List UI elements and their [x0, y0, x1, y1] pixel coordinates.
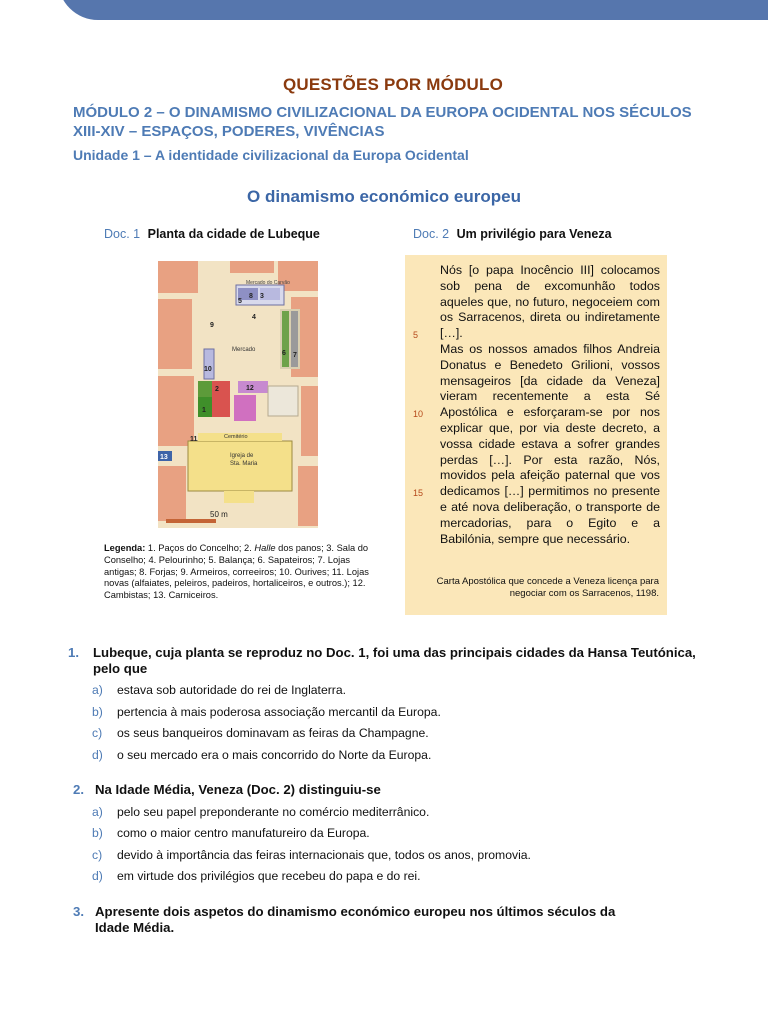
- option-c[interactable]: [73, 848, 703, 870]
- doc2-number: Doc. 2: [413, 227, 450, 241]
- legend-halle: Halle: [254, 543, 276, 553]
- lubeck-city-map: [158, 261, 318, 528]
- map-num-8: 8: [249, 293, 253, 300]
- doc1-name: Planta da cidade de Lubeque: [147, 227, 320, 241]
- question-text: Na Idade Média, Veneza (Doc. 2) distinguiu-se: [95, 782, 381, 797]
- doc2-source: Carta Apostólica que concede a Veneza licença para negociar com os Sarracenos, 1198.: [436, 576, 659, 599]
- option-text: pertencia à mais poderosa associação mercantil da Europa.: [117, 704, 441, 719]
- page-header: [73, 75, 713, 163]
- map-num-11: 11: [190, 436, 198, 443]
- map-market-label: Mercado: [232, 347, 256, 353]
- option-d[interactable]: [68, 748, 698, 770]
- question-text: Apresente dois aspetos do dinamismo económico europeu nos últimos séculos da Idade Média.: [95, 904, 616, 935]
- map-church-label-2: Sta. Maria: [230, 461, 258, 467]
- option-letter: b): [92, 704, 103, 719]
- map-scale-label: 50 m: [210, 510, 228, 519]
- question-1: [68, 645, 698, 769]
- option-c[interactable]: [68, 726, 698, 748]
- map-drawing: [158, 261, 318, 528]
- option-letter: d): [92, 747, 103, 762]
- option-b[interactable]: [68, 705, 698, 727]
- option-text: como o maior centro manufatureiro da Europa.: [117, 826, 370, 840]
- question-number: 2.: [73, 782, 84, 797]
- question-number: 3.: [73, 904, 84, 919]
- doc2-quote-text: [440, 263, 660, 547]
- page-title: QUESTÕES POR MÓDULO: [282, 75, 504, 94]
- option-text: em virtude dos privilégios que recebeu do papa e do rei.: [117, 869, 421, 883]
- line-number-5: 5: [413, 330, 419, 340]
- question-text: Lubeque, cuja planta se reproduz no Doc. 1, foi uma das principais cidades da Hansa Teutónica, pelo que: [93, 645, 696, 676]
- doc2-name: Um privilégio para Veneza: [456, 227, 612, 241]
- module-title: MÓDULO 2 – O DINAMISMO CIVILIZACIONAL DA EUROPA OCIDENTAL NOS SÉCULOS XIII-XIV – ESPAÇOS, PODERES, VIVÊNCIAS: [73, 104, 692, 140]
- quote-paragraph-2: Mas os nossos amados filhos Andreia Donatus e Benedeto Grilioni, vossos mensageiros [da cidade da Veneza] vieram recentemente a esta Sé Apostólica e esforçaram-se por nos explicar que, por via deste decreto, a vossa cidade estava a sofrer grandes perdas […]. Por esta razão, Nós, movidos pela afeição paternal que vos dedicamos […] permitimos no presente e até nova deliberação, o transporte de mercadorias, para o Egito e a Babilónia, sempre que necessário.: [440, 341, 660, 546]
- option-a[interactable]: [73, 805, 703, 827]
- option-letter: c): [92, 847, 103, 862]
- option-text: devido à importância das feiras internacionais que, todos os anos, promovia.: [117, 847, 531, 862]
- doc1-label: [104, 227, 320, 241]
- map-num-1: 1: [202, 407, 206, 414]
- question-options: [68, 683, 698, 769]
- option-b[interactable]: [73, 826, 703, 848]
- line-number-10: 10: [413, 409, 424, 419]
- option-text: o seu mercado era o mais concorrido do Norte da Europa.: [117, 747, 432, 762]
- doc1-number: Doc. 1: [104, 227, 141, 241]
- legend-text-a: 1. Paços do Concelho; 2.: [145, 543, 255, 553]
- legend-label: Legenda:: [104, 543, 146, 553]
- map-num-6: 6: [282, 350, 286, 357]
- question-2: [73, 782, 703, 891]
- map-church-label-1: Igreja de: [230, 453, 254, 459]
- doc2-quote-box: [405, 255, 667, 615]
- question-3: [73, 904, 653, 935]
- doc1-legend: [104, 543, 384, 602]
- map-num-2: 2: [215, 386, 219, 393]
- line-number-15: 15: [413, 488, 424, 498]
- unit-title: Unidade 1 – A identidade civilizacional da Europa Ocidental: [73, 147, 469, 163]
- quote-paragraph-1: Nós [o papa Inocêncio III] colocamos sob pena de excomunhão todos aqueles que, no futuro, negoceiem com os Sarracenos, direta ou indiretamente […].: [440, 263, 660, 341]
- map-num-7: 7: [293, 352, 297, 359]
- map-num-13: 13: [160, 454, 168, 461]
- option-letter: a): [92, 683, 103, 697]
- option-a[interactable]: [68, 683, 698, 705]
- map-num-5: 5: [238, 298, 242, 305]
- question-options: [73, 805, 703, 891]
- option-letter: b): [92, 826, 103, 840]
- option-letter: a): [92, 804, 103, 819]
- map-num-12: 12: [246, 385, 254, 392]
- map-cemetery-label: Cemitério: [224, 434, 248, 440]
- legend-text-b: dos panos; 3. Sala do Conselho; 4. Pelourinho; 5. Balança; 6. Sapateiros; 7. Lojas antigas; 8. Forjas; 9. Armeiros, correeiros; 10. Ourives; 11. Lojas novas (alfaiates, peleiros, padeiros, hortaliceiros, e outros.); 12. Cambistas; 13. Carniceiros.: [104, 543, 369, 601]
- option-text: pelo seu papel preponderante no comércio mediterrânico.: [117, 804, 430, 819]
- option-letter: d): [92, 869, 103, 883]
- option-letter: c): [92, 726, 103, 740]
- doc2-label: [413, 227, 612, 241]
- map-num-3: 3: [260, 293, 264, 300]
- map-street-label: Mercado do Carvão: [246, 280, 290, 286]
- map-num-4: 4: [252, 314, 256, 321]
- section-title: O dinamismo económico europeu: [247, 187, 521, 206]
- option-text: estava sob autoridade do rei de Inglaterra.: [117, 683, 347, 697]
- option-text: os seus banqueiros dominavam as feiras da Champagne.: [117, 726, 429, 740]
- question-number: 1.: [68, 645, 79, 660]
- map-num-9: 9: [210, 322, 214, 329]
- top-decorative-band: [58, 0, 768, 20]
- map-num-10: 10: [204, 366, 212, 373]
- option-d[interactable]: [73, 869, 703, 891]
